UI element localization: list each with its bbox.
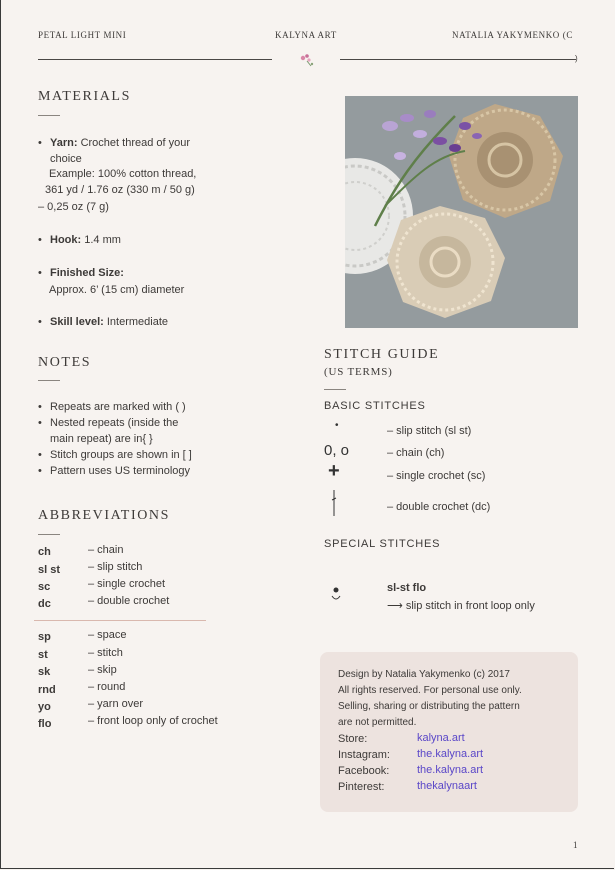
header-rule-right: [340, 59, 576, 60]
notes-rule: [38, 380, 60, 381]
credits-box: [320, 652, 578, 812]
abbr-value: – space: [88, 629, 127, 641]
sl-st-flo-symbol-icon: [330, 586, 342, 602]
abbreviations-heading: ABBREVIATIONS: [38, 508, 171, 523]
abbr-value: – stitch: [88, 647, 123, 659]
abbr-key: st: [38, 649, 48, 661]
single-crochet-symbol-icon: +: [328, 460, 340, 482]
stitch-label: – double crochet (dc): [387, 501, 491, 513]
size-label: Finished Size:: [50, 267, 124, 279]
notes-heading: NOTES: [38, 355, 92, 370]
store-label: Store:: [338, 733, 368, 745]
header-rule-bracket: ): [575, 54, 578, 63]
note-item: Stitch groups are shown in [ ]: [50, 449, 192, 461]
hook-bullet: •: [38, 234, 42, 246]
note-item: Pattern uses US terminology: [50, 465, 191, 477]
stitch-label: – chain (ch): [387, 447, 445, 459]
abbreviations-rule: [38, 534, 60, 535]
size-bullet: •: [38, 267, 42, 279]
notes-bullet: •: [38, 449, 42, 461]
stitch-guide-rule: [324, 389, 346, 390]
store-link[interactable]: kalyna.art: [417, 732, 465, 744]
special-stitch-name: sl-st flo: [387, 582, 427, 594]
yarn-example2: 361 yd / 1.76 oz (330 m / 50 g): [45, 184, 195, 196]
doilies-photo: [345, 96, 578, 328]
skill-bullet: •: [38, 316, 42, 328]
note-item: Repeats are marked with ( ): [50, 401, 186, 413]
abbr-value: – skip: [88, 664, 117, 676]
special-stitch-desc: ⟶ slip stitch in front loop only: [387, 600, 535, 612]
abbr-key: sl st: [38, 564, 61, 576]
instagram-link[interactable]: the.kalyna.art: [417, 748, 484, 760]
abbr-key: sc: [38, 581, 51, 593]
abbr-value: – slip stitch: [88, 561, 143, 573]
basic-stitches-heading: BASIC STITCHES: [324, 400, 426, 412]
header-author: NATALIA YAKYMENKO (C: [452, 30, 573, 40]
notes-bullet: •: [38, 465, 42, 477]
instagram-label: Instagram:: [338, 749, 390, 761]
abbr-value: – double crochet: [88, 595, 170, 607]
abbr-key: yo: [38, 701, 51, 713]
yarn-example1: Example: 100% cotton thread,: [49, 168, 197, 180]
pinterest-label: Pinterest:: [338, 781, 385, 793]
abbr-key: sp: [38, 631, 51, 643]
abbreviations-divider: [34, 620, 206, 621]
facebook-label: Facebook:: [338, 765, 390, 777]
special-stitches-heading: SPECIAL STITCHES: [324, 538, 441, 550]
stitch-guide-heading: STITCH GUIDE: [324, 347, 440, 362]
note-item: Nested repeats (inside the: [50, 417, 179, 429]
credits-line: All rights reserved. For personal use only.: [338, 685, 522, 696]
notes-bullet: •: [38, 417, 42, 429]
slip-stitch-symbol-icon: •: [335, 420, 339, 431]
yarn-line2: choice: [50, 153, 82, 165]
abbr-key: sk: [38, 666, 51, 678]
header-rule-left: [38, 59, 272, 60]
note-item: main repeat) are in{ }: [50, 433, 153, 445]
yarn-example3: – 0,25 oz (7 g): [38, 201, 109, 213]
abbr-value: – round: [88, 681, 126, 693]
size-value: Approx. 6’ (15 cm) diameter: [49, 284, 185, 296]
double-crochet-symbol-icon: [330, 488, 338, 518]
pinterest-link[interactable]: thekalynaart: [417, 780, 477, 792]
abbr-value: – single crochet: [88, 578, 166, 590]
abbr-key: dc: [38, 598, 51, 610]
flower-ornament-icon: [298, 52, 318, 68]
header-pattern-name: PETAL LIGHT MINI: [38, 30, 127, 40]
materials-rule: [38, 115, 60, 116]
abbr-key: flo: [38, 718, 52, 730]
abbr-key: rnd: [38, 684, 56, 696]
skill-line: Skill level: Intermediate: [50, 316, 169, 328]
header-brand: KALYNA ART: [275, 30, 337, 40]
credits-line: Selling, sharing or distributing the pattern: [338, 701, 520, 712]
notes-bullet: •: [38, 401, 42, 413]
hook-line: Hook: 1.4 mm: [50, 234, 121, 246]
yarn-line1: Yarn: Crochet thread of your: [50, 137, 191, 149]
stitch-label: – single crochet (sc): [387, 470, 486, 482]
abbr-value: – chain: [88, 544, 124, 556]
facebook-link[interactable]: the.kalyna.art: [417, 764, 484, 776]
credits-line: Design by Natalia Yakymenko (c) 2017: [338, 669, 510, 680]
abbr-value: – front loop only of crochet: [88, 715, 218, 727]
page-number: 1: [573, 840, 578, 850]
chain-symbol-icon: 0, o: [324, 442, 350, 459]
stitch-label: – slip stitch (sl st): [387, 425, 472, 437]
credits-line: are not permitted.: [338, 717, 417, 728]
stitch-guide-subheading: (US TERMS): [324, 366, 393, 378]
yarn-bullet: •: [38, 137, 42, 149]
abbr-value: – yarn over: [88, 698, 144, 710]
abbr-key: ch: [38, 546, 51, 558]
materials-heading: MATERIALS: [38, 89, 131, 104]
